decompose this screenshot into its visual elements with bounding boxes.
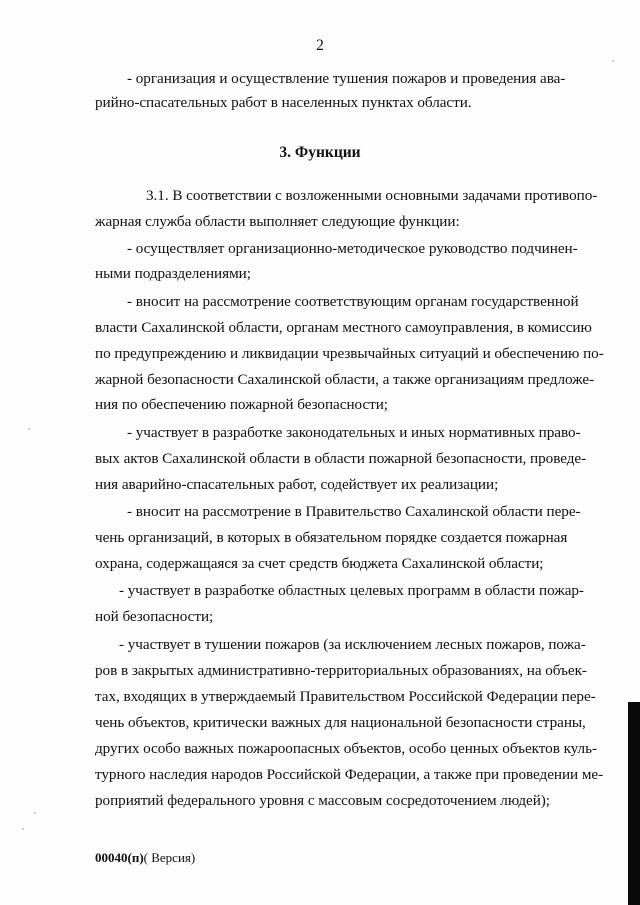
scan-speck (28, 428, 30, 430)
body-line: ния аварийно-спасательных работ, содействует их реализации; (95, 476, 499, 493)
body-line: роприятий федерального уровня с массовым сосредоточением людей); (95, 792, 550, 809)
scan-speck (22, 828, 24, 830)
page-number: 2 (316, 37, 324, 54)
body-line: жарная служба области выполняет следующие функции: (95, 213, 460, 230)
body-line: жарной безопасности Сахалинской области, а также организациям предложе- (95, 371, 595, 388)
body-line: других особо важных пожароопасных объектов, особо ценных объектов куль- (95, 740, 597, 757)
body-line: ров в закрытых административно-территориальных образованиях, на объек- (95, 662, 587, 679)
scan-speck (612, 60, 614, 62)
body-line: - участвует в тушении пожаров (за исключением лесных пожаров, пожа- (119, 636, 586, 653)
body-line: ния по обеспечению пожарной безопасности; (95, 396, 388, 413)
body-line: охрана, содержащаяся за счет средств бюджета Сахалинской области; (95, 555, 544, 572)
body-line: турного наследия народов Российской Федерации, а также при проведении ме- (95, 766, 604, 783)
body-line: - участвует в разработке областных целевых программ в области пожар- (119, 582, 584, 599)
body-line: власти Сахалинской области, органам местного самоуправления, в комиссию (95, 319, 592, 336)
scan-speck (34, 812, 36, 814)
body-line: чень организаций, в которых в обязательном порядке создается пожарная (95, 529, 568, 546)
section-heading: 3. Функции (279, 144, 361, 161)
scan-edge-bar (628, 702, 640, 905)
body-line: - вносит на рассмотрение соответствующим органам государственной (127, 293, 579, 310)
body-line: вых актов Сахалинской области в области пожарной безопасности, проведе- (95, 450, 587, 467)
body-line: 3.1. В соответствии с возложенными основными задачами противопо- (146, 187, 598, 204)
body-line: чень объектов, критически важных для национальной безопасности страны, (95, 714, 586, 731)
body-line: ной безопасности; (95, 608, 214, 625)
footer-label: ( Версия) (143, 850, 196, 865)
body-line: - вносит на рассмотрение в Правительство Сахалинской области пере- (127, 503, 581, 520)
body-line: тах, входящих в утверждаемый Правительством Российской Федерации пере- (95, 688, 596, 705)
document-footer (95, 850, 195, 866)
body-line: - участвует в разработке законодательных и иных нормативных право- (127, 424, 581, 441)
body-line: по предупреждению и ликвидации чрезвычайных ситуаций и обеспечению по- (95, 345, 604, 362)
footer-code: 00040(п) (95, 850, 144, 865)
intro-line: рийно-спасательных работ в населенных пунктах области. (95, 94, 472, 111)
body-line: - осуществляет организационно-методическое руководство подчинен- (127, 240, 578, 257)
intro-line: - организация и осуществление тушения пожаров и проведения ава- (127, 70, 566, 87)
body-line: ными подразделениями; (95, 265, 251, 282)
